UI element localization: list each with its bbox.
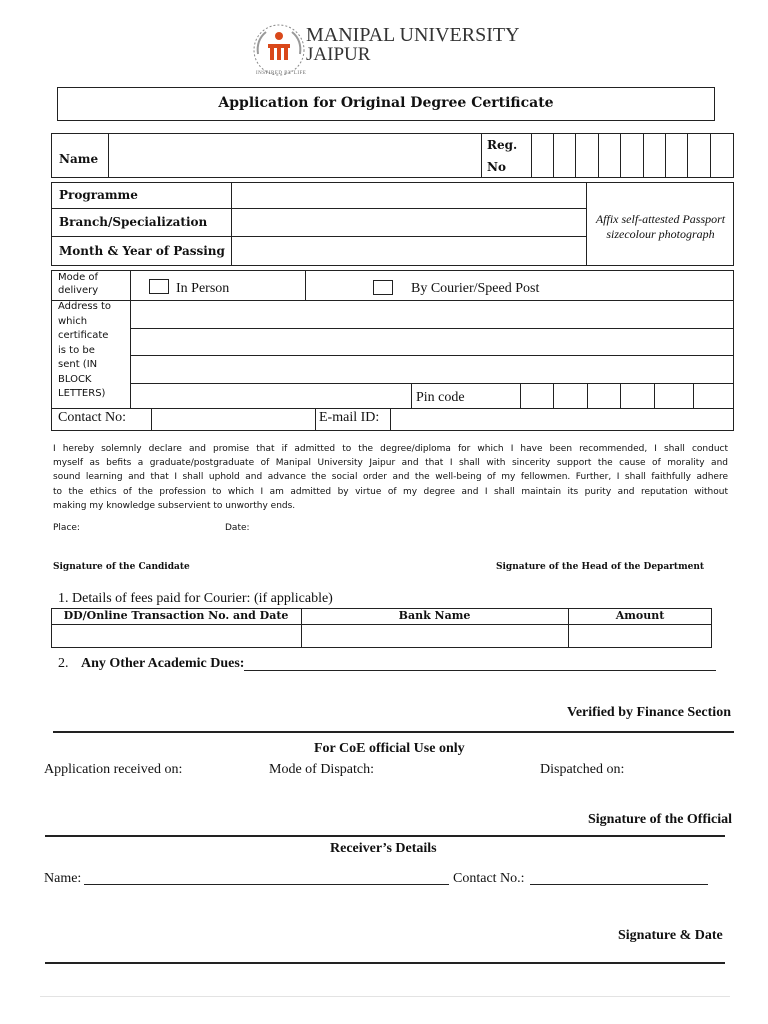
name-label: Name	[59, 152, 99, 166]
reg-label-1: Reg.	[487, 138, 518, 152]
passing-label: Month & Year of Passing	[59, 244, 225, 258]
candidate-signature-label: Signature of the Candidate	[53, 562, 190, 572]
passing-field[interactable]	[233, 238, 585, 265]
dues-label: Any Other Academic Dues:	[81, 656, 245, 671]
reg-no-field[interactable]	[532, 134, 733, 177]
address-label-line: BLOCK	[58, 373, 92, 385]
contact-field[interactable]	[153, 410, 314, 430]
address-line-4-field[interactable]	[132, 385, 410, 407]
programme-label: Programme	[59, 188, 138, 202]
dispatched-on-label: Dispatched on:	[540, 762, 625, 777]
declaration-line: I hereby solemnly declare and promise that if admitted to the degree/diploma for which I have been recommended, I shall conduct	[53, 444, 728, 454]
mode-label-1: Mode of	[58, 272, 99, 283]
bank-name-field[interactable]	[303, 626, 567, 647]
fees-col-bank: Bank Name	[398, 609, 471, 622]
declaration-line: making my knowledge subservient to unworthy ends.	[53, 500, 296, 511]
address-label-line: LETTERS)	[58, 388, 106, 399]
declaration-line: sound learning and that I shall uphold and advance the social order and the well-being of my fellowmen. Further, I shall faithfully adhere	[53, 472, 728, 483]
address-label-line: certificate	[58, 330, 109, 341]
received-on-label: Application received on:	[44, 762, 183, 777]
divider	[53, 731, 734, 733]
place-label: Place:	[53, 523, 80, 533]
declaration-text	[53, 442, 728, 513]
fees-col-amount: Amount	[615, 609, 665, 622]
dues-number: 2.	[58, 656, 69, 671]
mode-label-2: delivery	[58, 285, 99, 296]
finance-verified-label: Verified by Finance Section	[567, 705, 731, 720]
reg-label-2: No	[487, 160, 506, 174]
fees-heading: 1. Details of fees paid for Courier: (if applicable)	[58, 591, 333, 606]
page-footer-line	[40, 996, 730, 997]
in-person-checkbox[interactable]	[149, 279, 169, 294]
official-signature-label: Signature of the Official	[588, 812, 733, 827]
pin-code-field[interactable]	[521, 385, 733, 407]
address-label-line: is to be	[58, 344, 95, 356]
divider	[45, 962, 725, 964]
address-label-line: Address to	[58, 301, 112, 312]
in-person-label: In Person	[176, 281, 230, 296]
email-field[interactable]	[392, 410, 733, 430]
coe-heading: For CoE official Use only	[314, 741, 465, 756]
university-name: MANIPAL UNIVERSITY	[306, 24, 520, 46]
programme-field[interactable]	[233, 184, 585, 207]
branch-field[interactable]	[233, 210, 585, 235]
dues-field[interactable]	[244, 670, 716, 671]
address-line-1-field[interactable]	[132, 302, 733, 327]
receiver-contact-field[interactable]	[530, 884, 708, 885]
photo-placeholder	[588, 212, 733, 242]
branch-label: Branch/Specialization	[59, 215, 208, 229]
receiver-signature-label: Signature & Date	[618, 928, 723, 943]
address-label-line: sent (IN	[58, 359, 98, 370]
receiver-contact-label: Contact No.:	[453, 871, 525, 886]
declaration-line: myself as befits a graduate/postgraduate of Manipal University Jaipur and that I shall with sincerity support the cause of morality and	[53, 458, 728, 469]
courier-checkbox[interactable]	[373, 280, 393, 295]
hod-signature-label: Signature of the Head of the Department	[496, 562, 705, 572]
address-label	[58, 300, 111, 402]
receiver-name-field[interactable]	[84, 884, 449, 885]
contact-label: Contact No:	[58, 410, 127, 425]
fees-col-transaction: DD/Online Transaction No. and Date	[63, 609, 289, 622]
photo-instruction-line2: sizecolour photograph	[606, 227, 715, 241]
declaration-line: to the ethics of the profession to which I am admitted by virtue of my degree and I shall maintain its purity and reputation without	[53, 486, 728, 497]
address-line-2-field[interactable]	[132, 330, 733, 354]
receiver-name-label: Name:	[44, 871, 82, 886]
mode-label	[58, 271, 98, 297]
campus-name: JAIPUR	[306, 44, 371, 65]
divider	[45, 835, 725, 837]
receiver-heading: Receiver’s Details	[330, 841, 437, 856]
amount-field[interactable]	[570, 626, 711, 647]
photo-instruction-line1: Affix self-attested Passport	[595, 212, 726, 226]
university-logo-icon	[250, 22, 308, 78]
transaction-field[interactable]	[53, 626, 300, 647]
email-label: E-mail ID:	[319, 410, 380, 425]
motto-text: INSPIRED BY LIFE	[256, 71, 307, 76]
mode-of-dispatch-label: Mode of Dispatch:	[269, 762, 374, 777]
date-label: Date:	[225, 523, 250, 533]
address-label-line: which	[58, 315, 88, 327]
page-title: Application for Original Degree Certificate	[218, 95, 554, 111]
name-field[interactable]	[110, 136, 480, 176]
pin-code-label: Pin code	[416, 390, 465, 405]
courier-label: By Courier/Speed Post	[411, 281, 540, 296]
address-line-3-field[interactable]	[132, 357, 733, 382]
